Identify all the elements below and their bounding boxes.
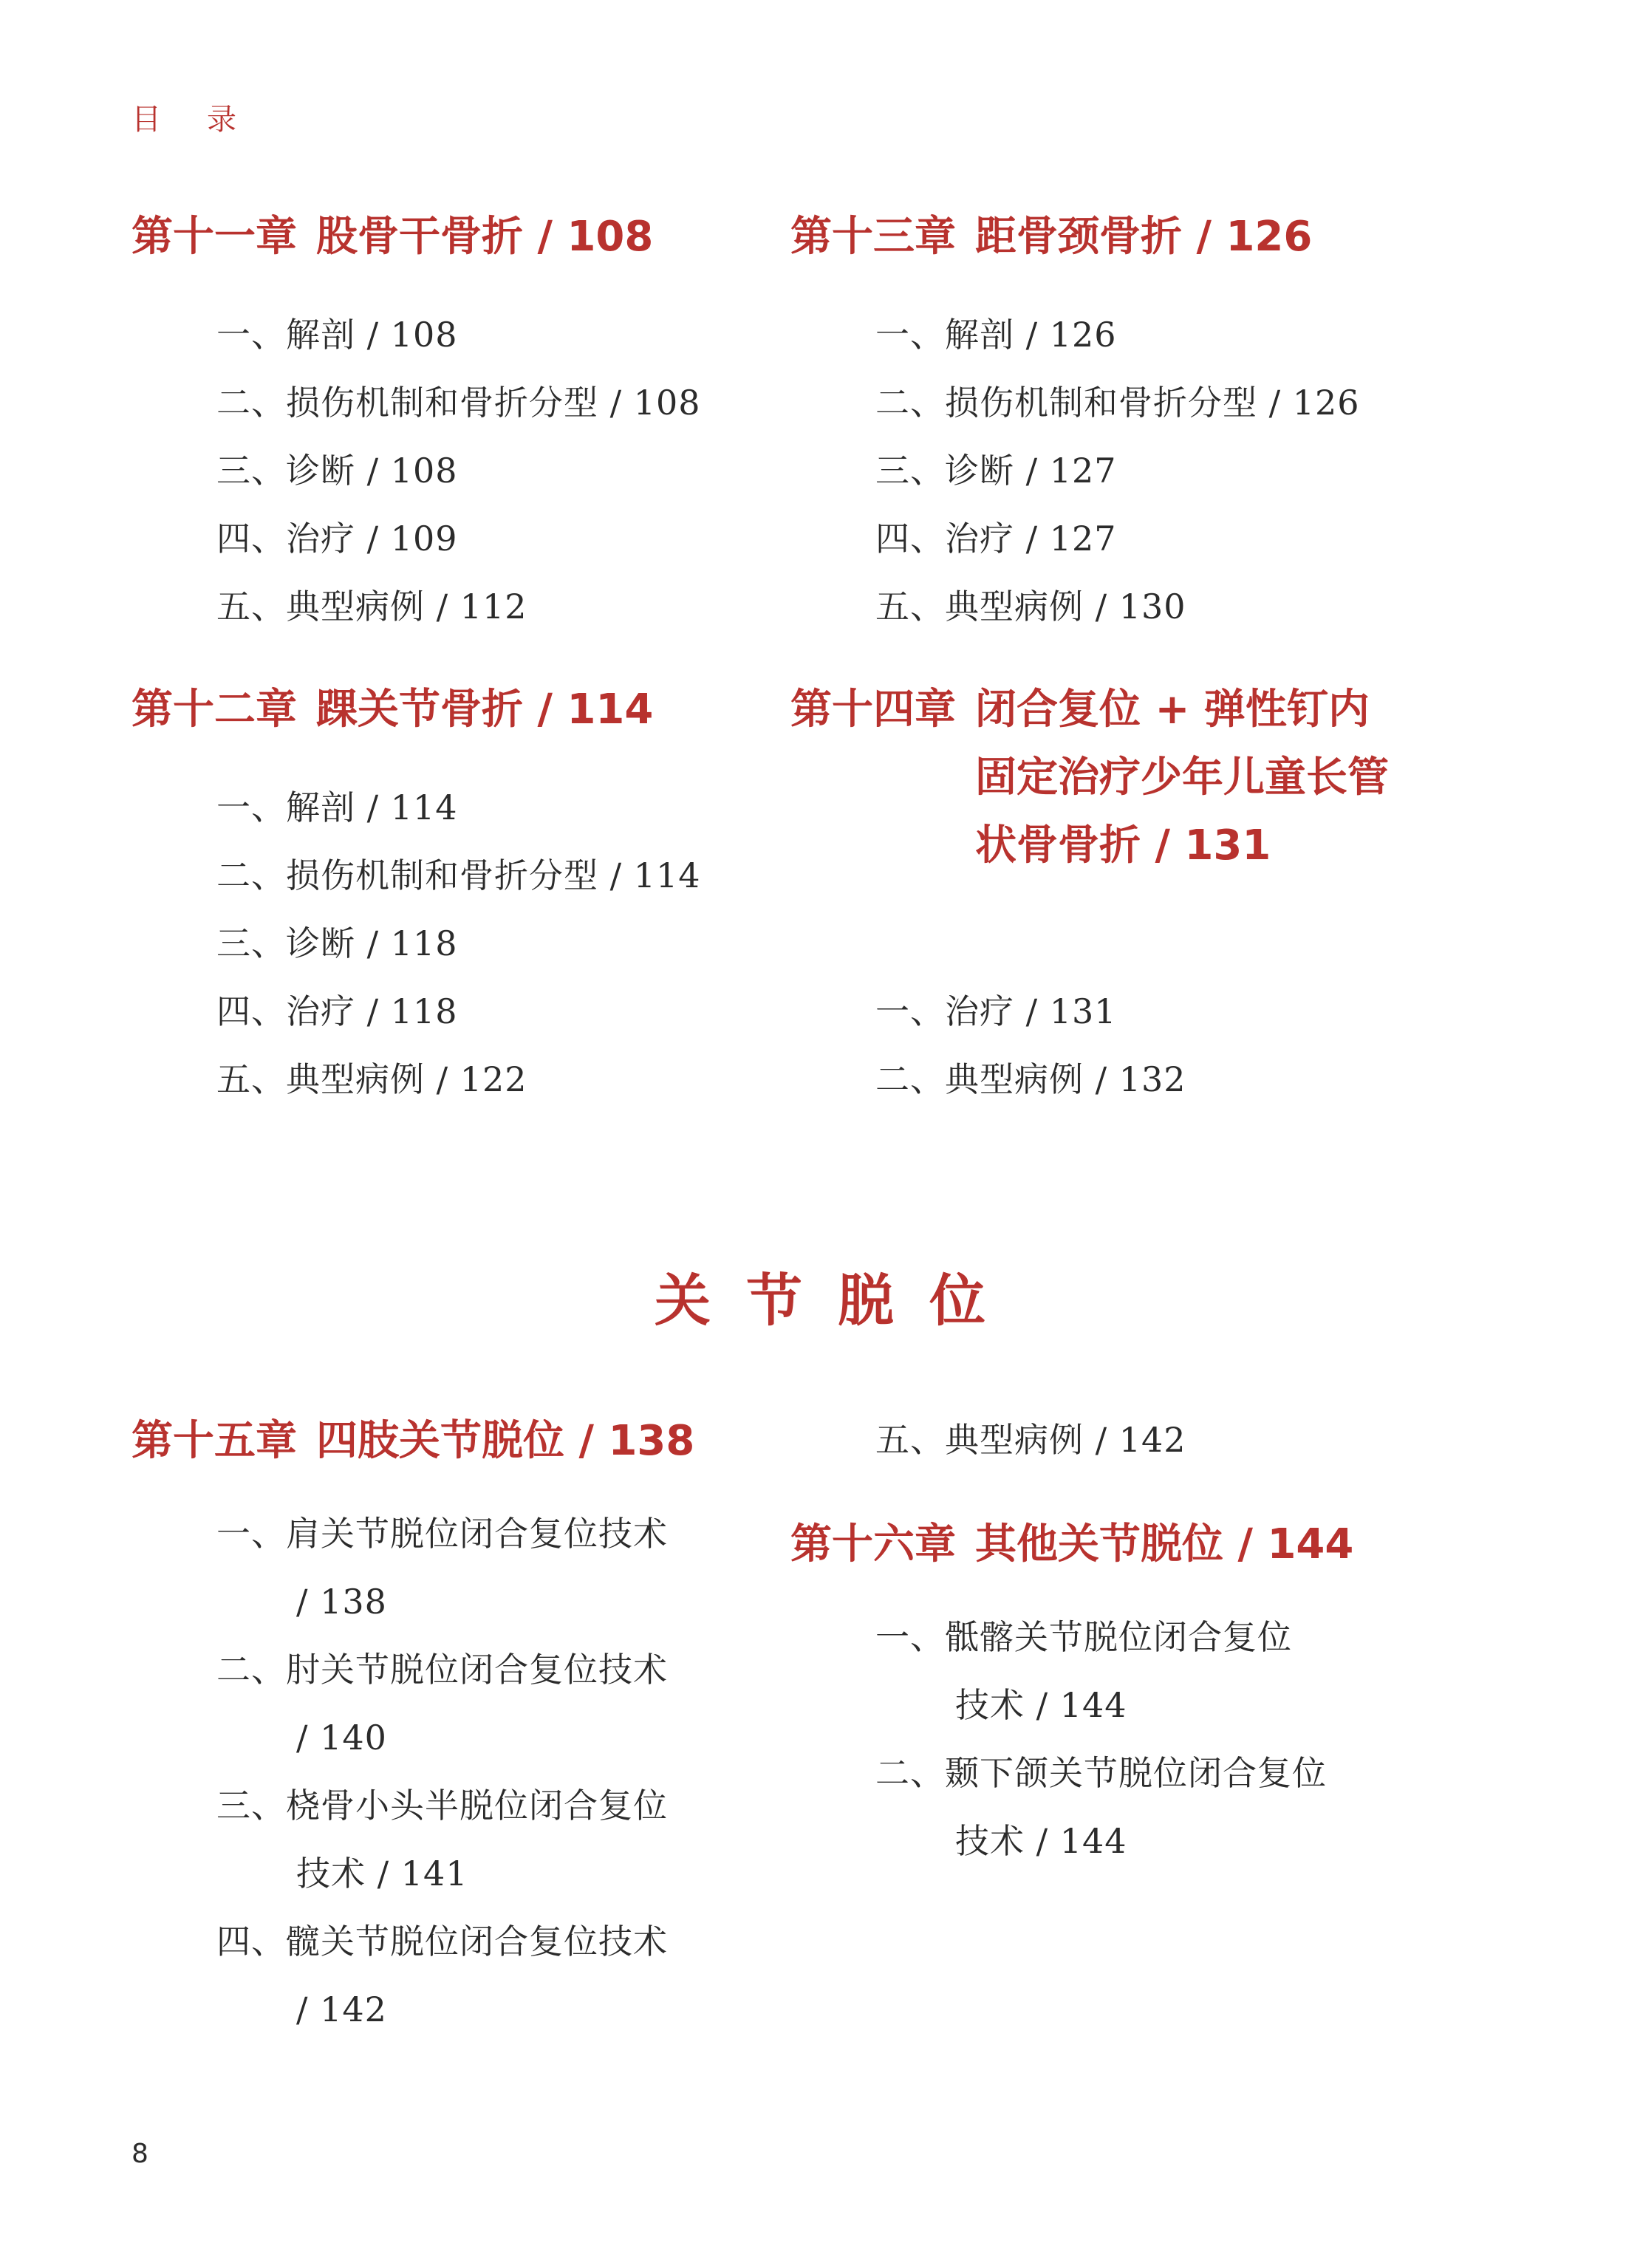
toc-entry[interactable]: 一、解剖 / 108: [216, 315, 458, 355]
toc-entry[interactable]: 四、治疗 / 127: [875, 519, 1117, 559]
chapter-heading[interactable]: [131, 676, 653, 744]
toc-entry-page: 技术 / 144: [955, 1821, 1127, 1861]
toc-entry[interactable]: 四、治疗 / 118: [216, 991, 458, 1031]
toc-entry-line: 四、髋关节脱位闭合复位技术: [216, 1922, 668, 1961]
toc-entry-page: / 138: [296, 1582, 387, 1622]
chapter-heading[interactable]: [790, 203, 1312, 271]
chapter-title: 四肢关节脱位 / 138: [316, 1417, 695, 1465]
toc-header: 目录: [131, 103, 282, 137]
chapter-number: 第十五章: [131, 1417, 297, 1465]
toc-entry-page: 技术 / 144: [955, 1685, 1127, 1725]
toc-entry[interactable]: 二、损伤机制和骨折分型 / 114: [216, 855, 701, 895]
toc-entry[interactable]: 二、损伤机制和骨折分型 / 108: [216, 383, 701, 423]
toc-entry-page: 技术 / 141: [296, 1854, 468, 1893]
chapter-title: 闭合复位 + 弹性钉内固定治疗少年儿童长管状骨骨折 / 131: [975, 686, 1389, 870]
part-title: 关节脱位: [655, 1268, 1021, 1333]
chapter-heading[interactable]: [131, 203, 653, 271]
chapter-heading[interactable]: [790, 1511, 1353, 1579]
toc-entry-line: 一、骶髂关节脱位闭合复位: [875, 1617, 1292, 1657]
chapter-heading[interactable]: [131, 1407, 694, 1475]
toc-entry[interactable]: 一、治疗 / 131: [875, 991, 1117, 1031]
chapter-number: 第十三章: [790, 213, 956, 261]
toc-entry-line: 三、桡骨小头半脱位闭合复位: [216, 1786, 668, 1825]
toc-entry-line: 二、颞下颌关节脱位闭合复位: [875, 1753, 1327, 1793]
chapter-title: 股骨干骨折 / 108: [316, 213, 654, 261]
chapter-title: 其他关节脱位 / 144: [975, 1520, 1354, 1568]
toc-entry[interactable]: [216, 1500, 668, 1636]
chapter-title: 踝关节骨折 / 114: [316, 686, 654, 734]
chapter-heading[interactable]: [790, 676, 1389, 880]
toc-entry[interactable]: 一、解剖 / 126: [875, 315, 1117, 355]
toc-entry[interactable]: 五、典型病例 / 142: [875, 1420, 1186, 1460]
toc-entry[interactable]: 三、诊断 / 108: [216, 451, 458, 491]
chapter-title: 距骨颈骨折 / 126: [975, 213, 1313, 261]
toc-entry[interactable]: 三、诊断 / 118: [216, 923, 458, 963]
toc-entry[interactable]: [875, 1739, 1327, 1875]
toc-entry[interactable]: [875, 1603, 1292, 1739]
toc-entry[interactable]: 四、治疗 / 109: [216, 519, 458, 559]
toc-entry[interactable]: 五、典型病例 / 122: [216, 1059, 527, 1099]
toc-entry[interactable]: 五、典型病例 / 112: [216, 587, 527, 626]
toc-entry[interactable]: 二、损伤机制和骨折分型 / 126: [875, 383, 1360, 423]
chapter-number: 第十四章: [790, 686, 956, 734]
page-number: 8: [131, 2139, 148, 2169]
toc-entry[interactable]: 三、诊断 / 127: [875, 451, 1117, 491]
toc-entry-line: 一、肩关节脱位闭合复位技术: [216, 1514, 668, 1554]
toc-entry[interactable]: [216, 1636, 668, 1772]
toc-entry[interactable]: [216, 1907, 668, 2043]
toc-entry[interactable]: 二、典型病例 / 132: [875, 1059, 1186, 1099]
toc-entry[interactable]: 五、典型病例 / 130: [875, 587, 1186, 626]
toc-entry[interactable]: [216, 1772, 668, 1907]
chapter-number: 第十一章: [131, 213, 297, 261]
toc-entry[interactable]: 一、解剖 / 114: [216, 788, 458, 827]
toc-entry-page: / 140: [296, 1718, 387, 1758]
toc-entry-line: 二、肘关节脱位闭合复位技术: [216, 1650, 668, 1690]
chapter-number: 第十二章: [131, 686, 297, 734]
chapter-number: 第十六章: [790, 1520, 956, 1568]
toc-entry-page: / 142: [296, 1989, 387, 2029]
